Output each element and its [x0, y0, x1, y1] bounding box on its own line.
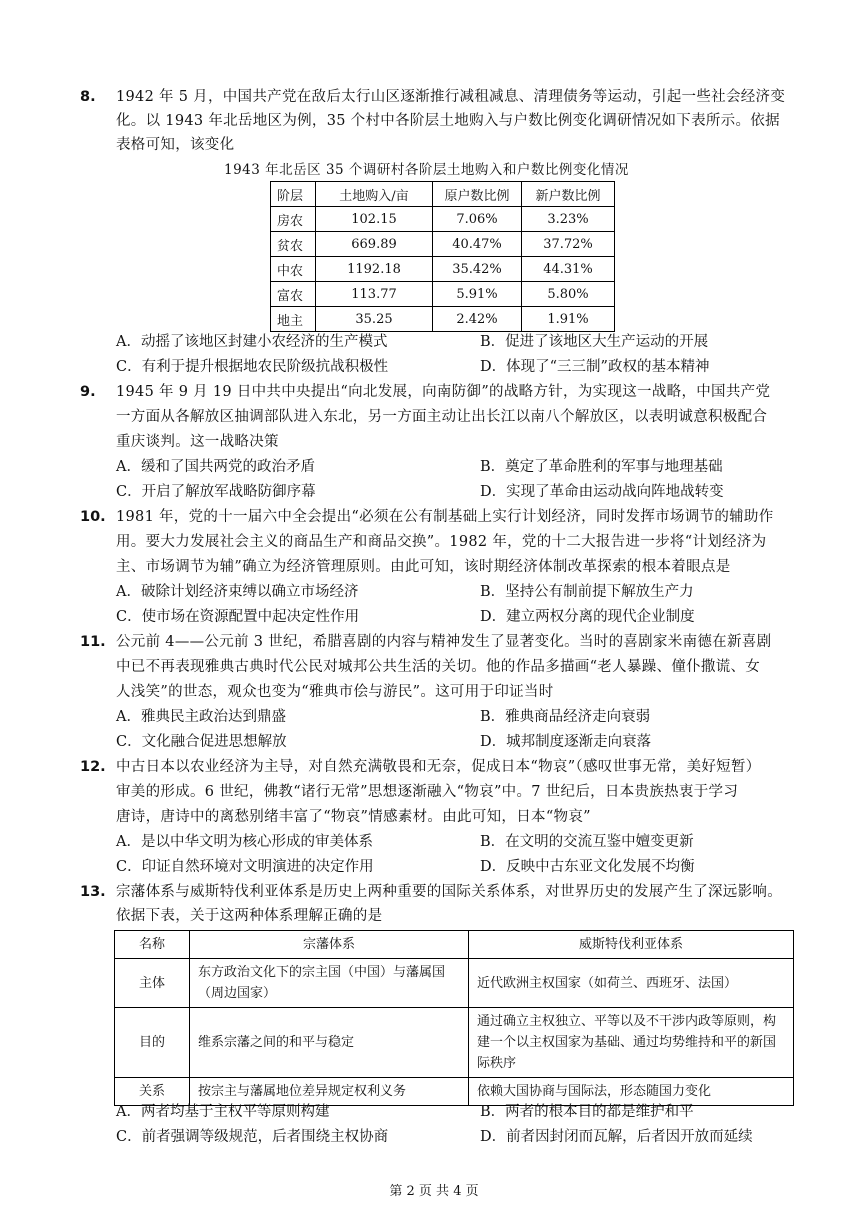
table-cell: 近代欧洲主权国家（如荷兰、西班牙、法国）: [469, 959, 794, 1008]
table-header-cell: 名称: [115, 931, 190, 959]
table-cell: 主体: [115, 959, 190, 1008]
option-c: C．印证自然环境对文明演进的决定作用: [116, 859, 374, 875]
option-a: A．破除计划经济束缚以确立市场经济: [116, 584, 359, 600]
question-10-stem-line: 用。要大力发展社会主义的商品生产和商品交换”。1982 年，党的十二大报告进一步将“计划经济为: [116, 534, 767, 550]
table-row: [271, 257, 615, 282]
table-cell: 44.31%: [522, 257, 615, 282]
table-cell: 35.42%: [433, 257, 522, 282]
table-cell: 5.80%: [522, 282, 615, 307]
question-13-stem-line: 宗藩体系与威斯特伐利亚体系是历史上两种重要的国际关系体系，对世界历史的发展产生了深远影响。: [116, 884, 782, 900]
table-cell: 102.15: [316, 207, 433, 232]
table-cell: 3.23%: [522, 207, 615, 232]
question-9-stem-line: 1945 年 9 月 19 日中共中央提出“向北发展，向南防御”的战略方针，为实现这一战略，中国共产党: [116, 384, 771, 400]
option-c: C．开启了解放军战略防御序幕: [116, 484, 316, 500]
table-cell: 房农: [271, 207, 316, 232]
table-cell: 7.06%: [433, 207, 522, 232]
question-11-stem-line: 公元前 4——公元前 3 世纪，希腊喜剧的内容与精神发生了显著变化。当时的喜剧家米南德在新喜剧: [116, 634, 772, 650]
question-10-stem-line: 1981 年，党的十一届六中全会提出“必须在公有制基础上实行计划经济，同时发挥市场调节的辅助作: [116, 509, 774, 525]
option-d: D．反映中古东亚文化发展不均衡: [480, 859, 695, 875]
question-11-stem-line: 人浅笑”的世态，观众也变为“雅典市侩与游民”。这可用于印证当时: [116, 684, 554, 700]
option-b: B．奠定了革命胜利的军事与地理基础: [480, 459, 723, 475]
option-b: B．雅典商品经济走向衰弱: [480, 709, 651, 725]
table-cell: 按宗主与藩属地位差异规定权利义务: [190, 1078, 469, 1106]
table-cell: 2.42%: [433, 307, 522, 332]
table-header-row: [115, 931, 794, 959]
system-comparison-table: [114, 930, 794, 1106]
table-cell: 依赖大国协商与国际法，形态随国力变化: [469, 1078, 794, 1106]
table-cell: 富农: [271, 282, 316, 307]
table-cell: 目的: [115, 1008, 190, 1078]
option-a: A．雅典民主政治达到鼎盛: [116, 709, 286, 725]
option-c: C．前者强调等级规范，后者围绕主权协商: [116, 1129, 389, 1145]
option-d: D．城邦制度逐渐走向衰落: [480, 734, 652, 750]
option-b: B．在文明的交流互鉴中嬗变更新: [480, 834, 694, 850]
table-cell: 669.89: [316, 232, 433, 257]
question-8-stem-line: 1942 年 5 月，中国共产党在敌后太行山区逐渐推行减租减息、清理债务等运动，引起一些社会经济变: [116, 89, 786, 105]
table-header-cell: 原户数比例: [433, 182, 522, 207]
table-cell: 地主: [271, 307, 316, 332]
table-row: [271, 232, 615, 257]
table-header-cell: 阶层: [271, 182, 316, 207]
table-cell: 113.77: [316, 282, 433, 307]
option-d: D．前者因封闭而瓦解，后者因开放而延续: [480, 1129, 753, 1145]
table-header-cell: 威斯特伐利亚体系: [469, 931, 794, 959]
table-row: [115, 959, 794, 1008]
table-cell: 40.47%: [433, 232, 522, 257]
table-cell: 1192.18: [316, 257, 433, 282]
table-cell: 1.91%: [522, 307, 615, 332]
option-a: A．两者均基于主权平等原则构建: [116, 1104, 330, 1120]
page-footer: 第 2 页 共 4 页: [389, 1184, 479, 1199]
question-12-stem-line: 中古日本以农业经济为主导，对自然充满敬畏和无奈，促成日本“物哀”（感叹世事无常，美好短暂）: [116, 759, 761, 775]
question-13-number: 13.: [80, 884, 106, 900]
table-cell: 中农: [271, 257, 316, 282]
option-c: C．使市场在资源配置中起决定性作用: [116, 609, 360, 625]
question-8-number: 8.: [80, 89, 96, 105]
table-cell: 贫农: [271, 232, 316, 257]
question-12-stem-line: 唐诗，唐诗中的离愁别绪丰富了“物哀”情感素材。由此可知，日本“物哀”: [116, 809, 591, 825]
question-9-stem-line: 一方面从各解放区抽调部队进入东北，另一方面主动让出长江以南八个解放区，以表明诚意积极配合: [116, 409, 768, 425]
question-12-stem-line: 审美的形成。6 世纪，佛教“诸行无常”思想逐渐融入“物哀”中。7 世纪后，日本贵族热衷于学习: [116, 784, 739, 800]
question-12-number: 12.: [80, 759, 106, 775]
question-11-number: 11.: [80, 634, 106, 650]
option-b: B．促进了该地区大生产运动的开展: [480, 334, 709, 350]
question-8-stem-line: 化。以 1943 年北岳地区为例，35 个村中各阶层土地购入与户数比例变化调研情况如下表所示。依据: [116, 113, 780, 129]
table-header-cell: 土地购入/亩: [316, 182, 433, 207]
land-table: [270, 181, 615, 332]
question-10-number: 10.: [80, 509, 106, 525]
option-b: B．两者的根本目的都是维护和平: [480, 1104, 694, 1120]
option-d: D．实现了革命由运动战向阵地战转变: [480, 484, 724, 500]
table-header-cell: 宗藩体系: [190, 931, 469, 959]
table-row: [271, 282, 615, 307]
option-a: A．动摇了该地区封建小农经济的生产模式: [116, 334, 388, 350]
table-row: [271, 207, 615, 232]
table-header-row: [271, 182, 615, 207]
option-a: A．是以中华文明为核心形成的审美体系: [116, 834, 373, 850]
table-cell: 关系: [115, 1078, 190, 1106]
table-cell: 5.91%: [433, 282, 522, 307]
option-a: A．缓和了国共两党的政治矛盾: [116, 459, 315, 475]
table-cell: 37.72%: [522, 232, 615, 257]
question-11-stem-line: 中已不再表现雅典古典时代公民对城邦公共生活的关切。他的作品多描画“老人暴躁、僮仆撒谎、女: [116, 659, 761, 675]
question-13-stem-line: 依据下表，关于这两种体系理解正确的是: [116, 908, 383, 924]
table-cell: 通过确立主权独立、平等以及不干涉内政等原则，构建一个以主权国家为基础、通过均势维持和平的新国际秩序: [469, 1008, 794, 1078]
option-d: D．体现了“三三制”政权的基本精神: [480, 359, 710, 375]
table-cell: 东方政治文化下的宗主国（中国）与藩属国（周边国家）: [190, 959, 469, 1008]
table-caption: 1943 年北岳区 35 个调研村各阶层土地购入和户数比例变化情况: [224, 162, 629, 178]
option-c: C．有利于提升根据地农民阶级抗战积极性: [116, 359, 389, 375]
option-c: C．文化融合促进思想解放: [116, 734, 287, 750]
table-row: [115, 1008, 794, 1078]
table-header-cell: 新户数比例: [522, 182, 615, 207]
question-8-stem-line: 表格可知，该变化: [116, 137, 235, 153]
question-9-number: 9.: [80, 384, 96, 400]
table-row: [271, 307, 615, 332]
option-d: D．建立两权分离的现代企业制度: [480, 609, 695, 625]
question-10-stem-line: 主、市场调节为辅”确立为经济管理原则。由此可知，该时期经济体制改革探索的根本着眼点是: [116, 559, 731, 575]
question-9-stem-line: 重庆谈判。这一战略决策: [116, 434, 279, 450]
table-cell: 35.25: [316, 307, 433, 332]
option-b: B．坚持公有制前提下解放生产力: [480, 584, 694, 600]
table-cell: 维系宗藩之间的和平与稳定: [190, 1008, 469, 1078]
